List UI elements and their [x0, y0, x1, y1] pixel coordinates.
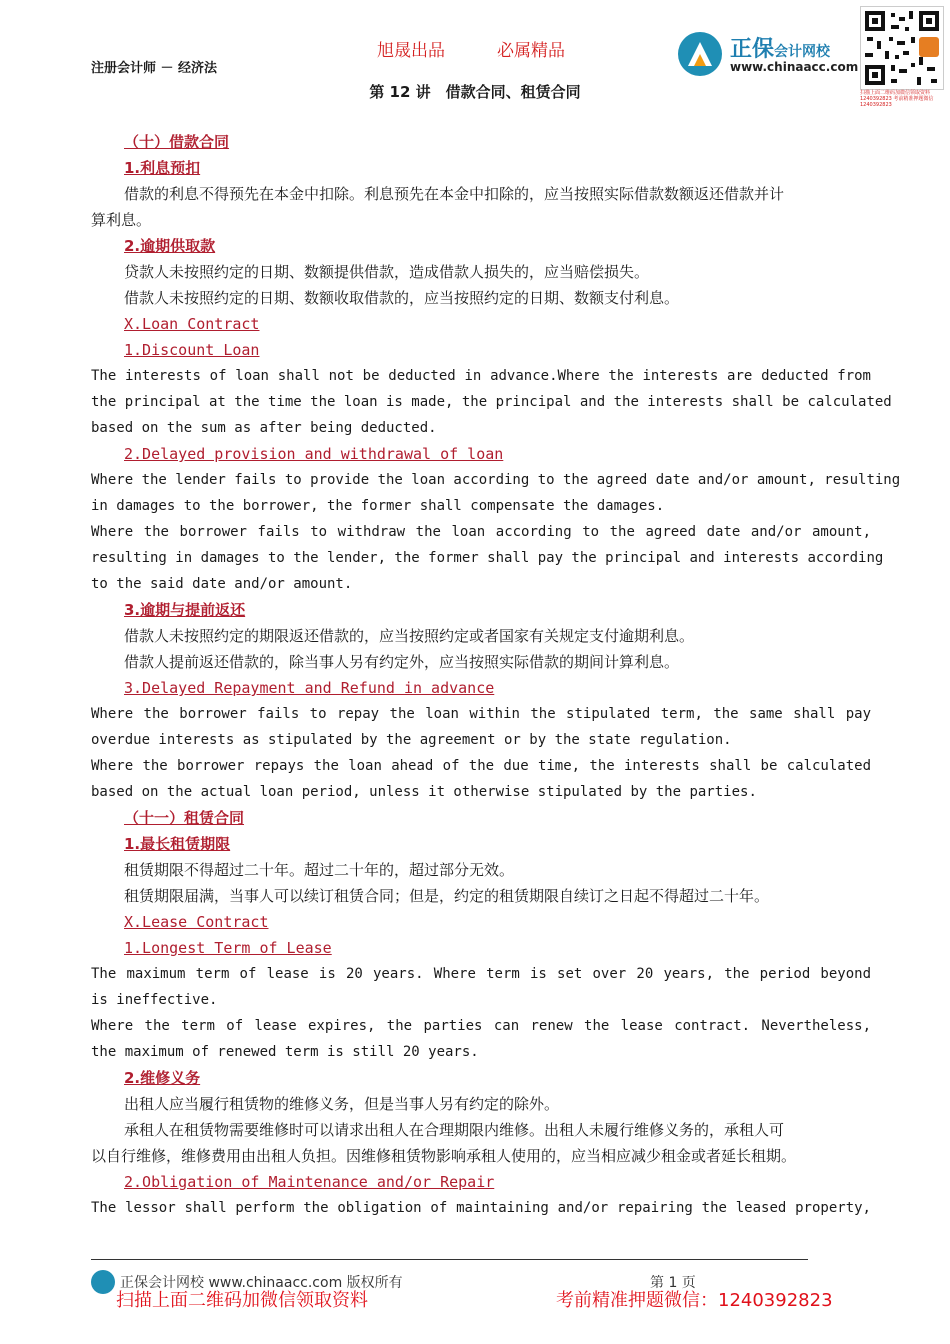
- section-heading: （十一）租赁合同: [124, 809, 245, 827]
- paragraph-line: 借款人未按照约定的日期、数额收取借款的，应当按照约定的日期、数额支付利息。: [124, 289, 680, 307]
- english-line: to the said date and/or amount.: [91, 576, 353, 592]
- qr-badge-icon: [919, 37, 939, 57]
- footer-logo-icon: [91, 1270, 115, 1294]
- paragraph-line: 贷款人未按照约定的日期、数额提供借款，造成借款人损失的，应当赔偿损失。: [124, 263, 650, 281]
- promo-left: 扫描上面二维码加微信领取资料: [116, 1290, 368, 1311]
- english-line: Where the term of lease expires, the parties can renew the lease contract. Nevertheless,: [91, 1018, 871, 1034]
- paragraph-line: 算利息。: [91, 211, 152, 229]
- section-heading: 3.Delayed Repayment and Refund in advance: [124, 679, 495, 697]
- english-line: the maximum of renewed term is still 20 years.: [91, 1044, 479, 1060]
- paragraph-line: 借款的利息不得预先在本金中扣除。利息预先在本金中扣除的，应当按照实际借款数额返还借款并计: [124, 185, 785, 203]
- section-heading: 1.Longest Term of Lease: [124, 939, 332, 957]
- english-line: based on the sum as after being deducted.: [91, 420, 437, 436]
- section-heading: 3.逾期与提前返还: [124, 601, 246, 619]
- english-line: The maximum term of lease is 20 years. Where term is set over 20 years, the period beyond: [91, 966, 871, 982]
- paragraph-line: 以自行维修，维修费用由出租人负担。因维修租赁物影响承租人使用的，应当相应减少租金或者延长租期。: [91, 1147, 797, 1165]
- paragraph-line: 租赁期限届满，当事人可以续订租赁合同；但是，约定的租赁期限自续订之日起不得超过二十年。: [124, 887, 770, 905]
- logo-url: www.chinaacc.com: [730, 60, 859, 74]
- section-heading: 1.利息预扣: [124, 159, 201, 177]
- english-line: The interests of loan shall not be deducted in advance.Where the interests are deducted from: [91, 368, 871, 384]
- logo-name: 正保会计网校: [730, 37, 831, 62]
- promo-right: 考前精准押题微信：1240392823: [556, 1290, 833, 1311]
- section-heading: 2.维修义务: [124, 1069, 201, 1087]
- course-title: 注册会计师 － 经济法: [91, 61, 218, 76]
- english-line: overdue interests as stipulated by the agreement or by the state regulation.: [91, 732, 732, 748]
- lecture-title: 第 12 讲 借款合同、租赁合同: [369, 83, 581, 101]
- paragraph-line: 借款人未按照约定的期限返还借款的，应当按照约定或者国家有关规定支付逾期利息。: [124, 627, 695, 645]
- english-line: Where the borrower fails to repay the loan within the stipulated term, the same shall pay: [91, 706, 871, 722]
- section-heading: 2.Obligation of Maintenance and/or Repair: [124, 1173, 495, 1191]
- section-heading: 2.Delayed provision and withdrawal of loan: [124, 445, 504, 463]
- section-heading: X.Loan Contract: [124, 315, 260, 333]
- section-heading: 2.逾期供取款: [124, 237, 216, 255]
- paragraph-line: 承租人在租赁物需要维修时可以请求出租人在合理期限内维修。出租人未履行维修义务的，承租人可: [124, 1121, 785, 1139]
- document-body: [91, 129, 901, 1221]
- brand-left: 旭晟出品: [377, 41, 445, 61]
- english-line: Where the borrower repays the loan ahead of the due time, the interests shall be calculated: [91, 758, 871, 774]
- english-line: The lessor shall perform the obligation of maintaining and/or repairing the leased property,: [91, 1200, 871, 1216]
- footer-copyright: 正保会计网校 www.chinaacc.com 版权所有: [120, 1275, 403, 1291]
- qr-code: [860, 6, 944, 90]
- section-heading: 1.最长租赁期限: [124, 835, 231, 853]
- paragraph-line: 出租人应当履行租赁物的维修义务，但是当事人另有约定的除外。: [124, 1095, 560, 1113]
- section-heading: 1.Discount Loan: [124, 341, 260, 359]
- paragraph-line: 借款人提前返还借款的，除当事人另有约定外，应当按照实际借款的期间计算利息。: [124, 653, 680, 671]
- section-heading: （十）借款合同: [124, 133, 230, 151]
- logo-emblem-icon: [678, 32, 722, 76]
- english-line: Where the borrower fails to withdraw the loan according to the agreed date and/or amount,: [91, 524, 871, 540]
- english-line: based on the actual loan period, unless it otherwise stipulated by the parties.: [91, 784, 757, 800]
- english-line: Where the lender fails to provide the loan according to the agreed date and/or amount, resulting: [91, 472, 901, 488]
- english-line: the principal at the time the loan is made, the principal and the interests shall be calculated: [91, 394, 892, 410]
- page-number: 第 1 页: [650, 1275, 696, 1291]
- qr-note: 扫描上面二维码加微信领取资料 1240392823 考前精准押题微信 1240392823: [860, 90, 934, 108]
- section-heading: X.Lease Contract: [124, 913, 269, 931]
- footer-divider: [91, 1259, 808, 1260]
- brand-right: 必属精品: [497, 41, 565, 61]
- chinaacc-logo: [678, 30, 858, 78]
- english-line: resulting in damages to the lender, the former shall pay the principal and interests according: [91, 550, 884, 566]
- english-line: in damages to the borrower, the former shall compensate the damages.: [91, 498, 665, 514]
- english-line: is ineffective.: [91, 992, 218, 1008]
- paragraph-line: 租赁期限不得超过二十年。超过二十年的，超过部分无效。: [124, 861, 515, 879]
